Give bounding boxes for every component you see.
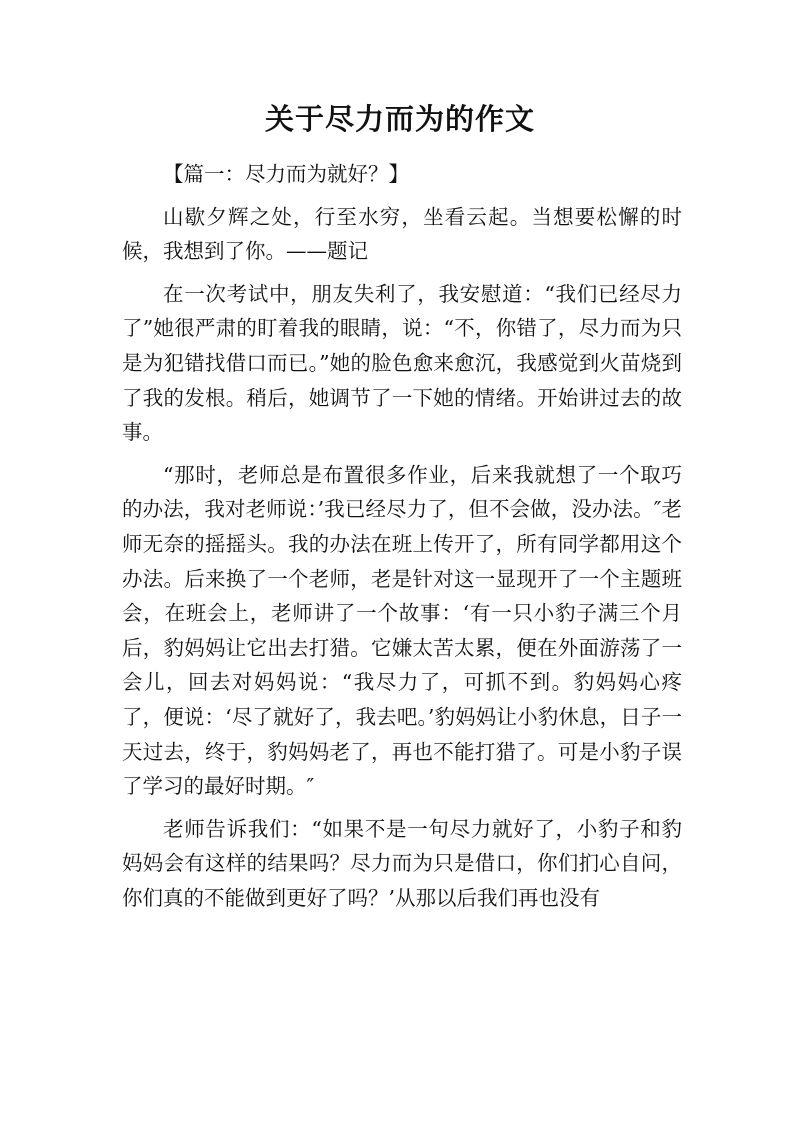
paragraph-teacher: 老师告诉我们：“如果不是一句尽力就好了，小豹子和豹妈妈会有这样的结果吗？尽力而为只是借口，你们扪心自问，你们真的不能做到更好了吗？’从那以后我们再也没有 <box>122 816 682 910</box>
section-heading: 【篇一：尽力而为就好？】 <box>163 162 409 186</box>
paragraph-exam: 在一次考试中，朋友失利了，我安慰道：“我们已经尽力了”她很严肃的盯着我的眼睛，说：“不，你错了，尽力而为只是为犯错找借口而已。”她的脸色愈来愈沉，我感觉到火苗烧到了我的发根。稍后，她调节了一下她的情绪。开始讲过去的故事。 <box>122 281 682 445</box>
paragraph-epigraph: 山歇夕辉之处，行至水穷，坐看云起。当想要松懈的时候，我想到了你。——题记 <box>122 204 682 264</box>
page-title: 关于尽力而为的作文 <box>264 102 535 136</box>
essay-body <box>122 157 682 923</box>
paragraph-story: “那时，老师总是布置很多作业，后来我就想了一个取巧的办法，我对老师说：’我已经尽力了，但不会做，没办法。″老师无奈的摇摇头。我的办法在班上传开了，所有同学都用这个办法。后来换了一个老师，老是针对这一显现开了一个主题班会，在班会上，老师讲了一个故事：‘有一只小豹子满三个月后，豹妈妈让它出去打猎。它嫌太苦太累，便在外面游荡了一会儿，回去对妈妈说：“我尽力了，可抓不到。豹妈妈心疼了，便说：‘尽了就好了，我去吧。’豹妈妈让小豹休息，日子一天过去，终于，豹妈妈老了，再也不能打猎了。可是小豹子误了学习的最好时期。″ <box>122 462 682 799</box>
